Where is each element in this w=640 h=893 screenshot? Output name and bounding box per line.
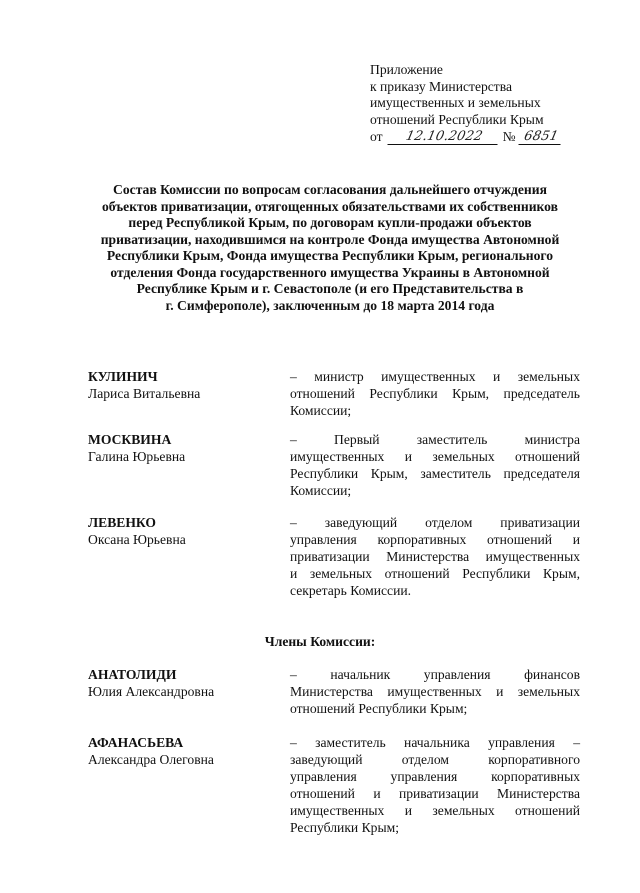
person-surname: МОСКВИНА bbox=[88, 432, 172, 447]
title-line: Республики Крым, Фонда имущества Республики Крым, регионального bbox=[106, 248, 554, 263]
title-line: отделения Фонда государственного имущества Украины в Автономной bbox=[110, 264, 550, 280]
person-name-block bbox=[88, 368, 278, 402]
role-line: отношений и приватизации Министерства bbox=[290, 786, 580, 801]
role-line: имущественных и земельных отношений bbox=[290, 449, 580, 464]
title-line: Состав Комиссии по вопросам согласования дальнейшего отчуждения bbox=[113, 182, 547, 197]
number-label: № bbox=[502, 128, 516, 144]
role-line: секретарь Комиссии. bbox=[290, 583, 412, 598]
person-surname: АНАТОЛИДИ bbox=[88, 667, 177, 682]
person-role bbox=[290, 734, 580, 836]
role-line: – Первый заместитель министра bbox=[290, 432, 580, 447]
role-line: Комиссии; bbox=[290, 483, 352, 498]
role-line: имущественных и земельных отношений bbox=[290, 803, 580, 818]
person-surname: ЛЕВЕНКО bbox=[88, 515, 156, 530]
order-date-number-line bbox=[370, 128, 630, 145]
person-role bbox=[290, 666, 580, 717]
role-line: – заведующий отделом приватизации bbox=[290, 515, 580, 530]
person-name-block bbox=[88, 666, 278, 700]
role-line: Республики Крым, заместитель председателя bbox=[290, 466, 580, 481]
person-given-name: Александра Олеговна bbox=[88, 752, 214, 767]
person-role bbox=[290, 431, 580, 499]
role-line: управления корпоративных отношений и bbox=[290, 532, 580, 547]
title-line: объектов приватизации, отягощенных обязательствами их собственников bbox=[102, 198, 558, 214]
person-given-name: Юлия Александровна bbox=[88, 684, 215, 699]
role-line: – заместитель начальника управления – bbox=[290, 735, 580, 750]
person-given-name: Оксана Юрьевна bbox=[88, 532, 186, 547]
role-line: отношений Республики Крым, председатель bbox=[290, 386, 580, 401]
role-line: управления управления корпоративных bbox=[290, 769, 580, 784]
person-surname: КУЛИНИЧ bbox=[88, 369, 158, 384]
person-name-block bbox=[88, 514, 278, 548]
role-line: Министерства имущественных и земельных bbox=[290, 684, 580, 699]
handwritten-number: 6851 bbox=[518, 130, 563, 145]
from-label: от bbox=[370, 128, 383, 144]
person-given-name: Лариса Витальевна bbox=[88, 386, 201, 401]
document-title bbox=[70, 182, 590, 314]
title-line: Республике Крым и г. Севастополе (и его Представительства в bbox=[136, 281, 524, 296]
person-role bbox=[290, 514, 580, 599]
role-line: Комиссии; bbox=[290, 403, 352, 418]
role-line: отношений Республики Крым; bbox=[290, 701, 468, 716]
appendix-line: к приказу Министерства bbox=[370, 78, 513, 94]
person-name-block bbox=[88, 431, 278, 465]
role-line: – министр имущественных и земельных bbox=[290, 369, 580, 384]
person-name-block bbox=[88, 734, 278, 768]
person-surname: АФАНАСЬЕВА bbox=[88, 735, 184, 750]
title-line: приватизации, находившимся на контроле Фонда имущества Автономной bbox=[100, 231, 560, 247]
appendix-line: отношений Республики Крым bbox=[370, 111, 544, 127]
person-given-name: Галина Юрьевна bbox=[88, 449, 186, 464]
role-line: приватизации Министерства имущественных bbox=[290, 549, 580, 564]
title-line: г. Симферополе), заключенным до 18 марта 2014 года bbox=[165, 297, 495, 313]
appendix-line: Приложение bbox=[370, 62, 443, 77]
person-role bbox=[290, 368, 580, 419]
appendix-header bbox=[370, 62, 630, 145]
role-line: – начальник управления финансов bbox=[290, 667, 580, 682]
role-line: заведующий отделом корпоративного bbox=[290, 752, 580, 767]
title-line: перед Республикой Крым, по договорам купли-продажи объектов bbox=[128, 215, 532, 230]
members-heading: Члены Комиссии: bbox=[264, 634, 376, 649]
appendix-line: имущественных и земельных bbox=[370, 95, 541, 110]
handwritten-date: 12.10.2022 bbox=[387, 130, 500, 145]
role-line: и земельных отношений Республики Крым, bbox=[290, 566, 580, 581]
role-line: Республики Крым; bbox=[290, 820, 399, 835]
